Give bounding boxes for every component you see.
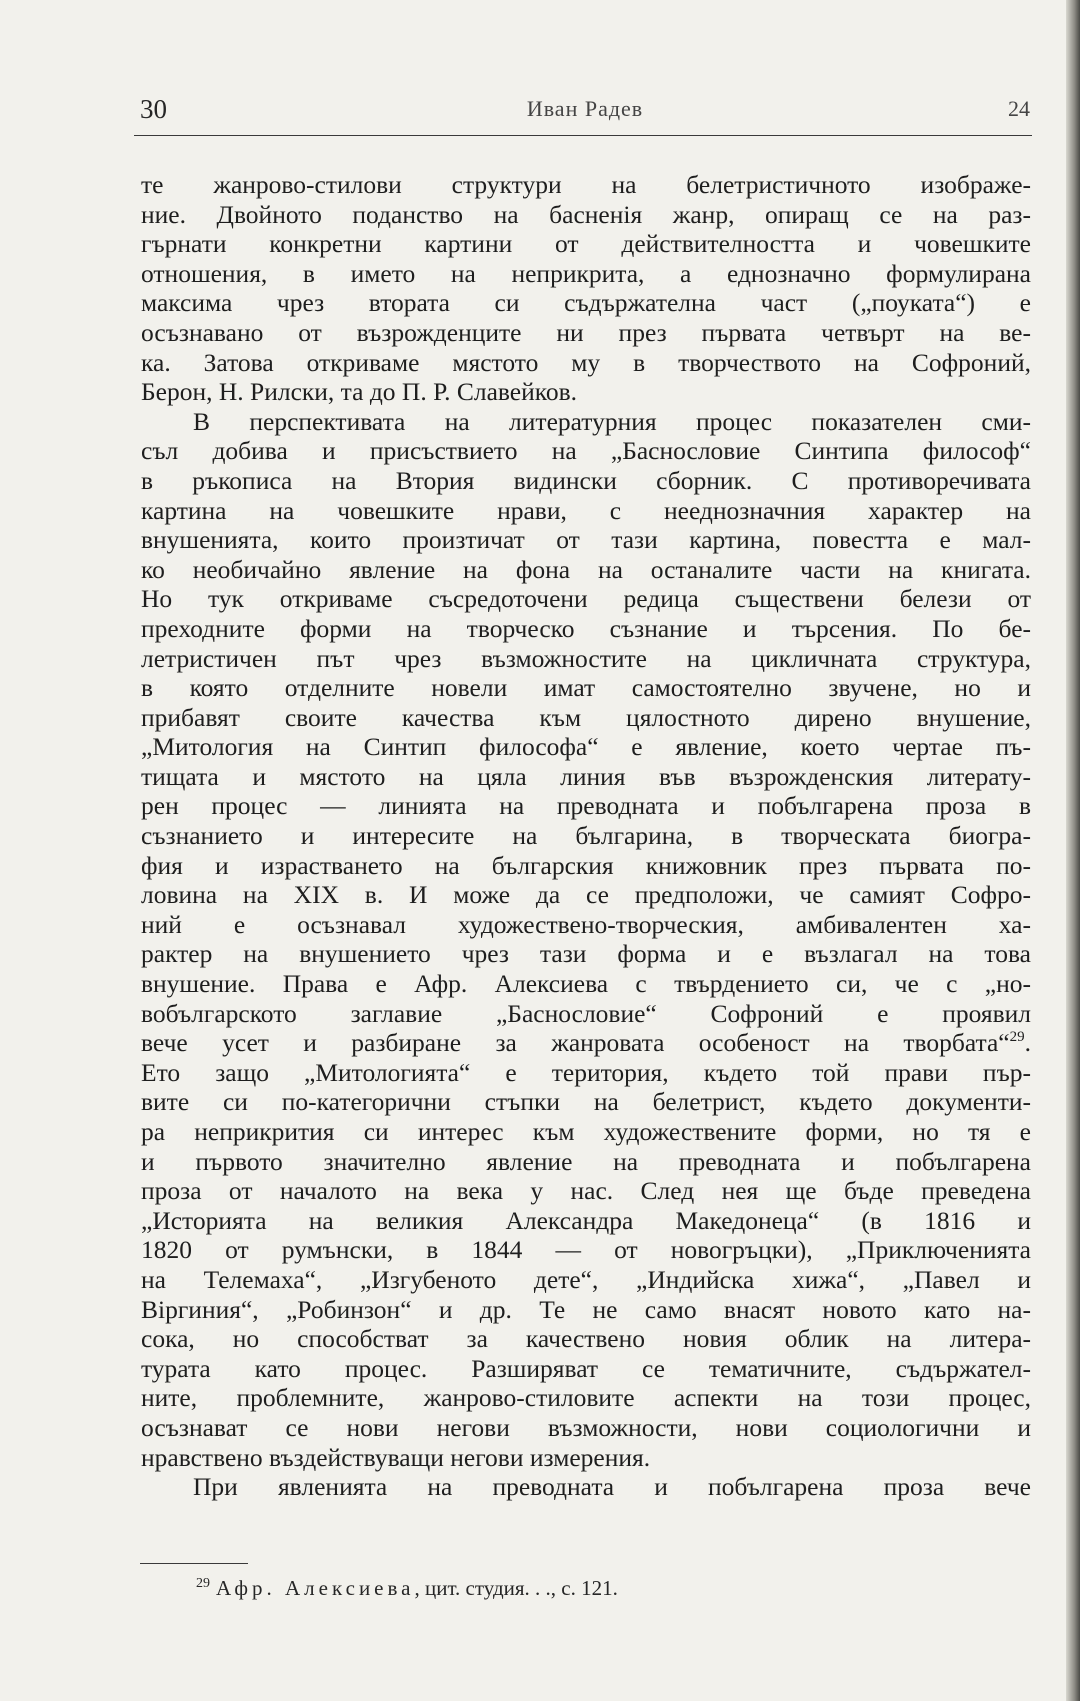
- running-header: [140, 88, 1030, 128]
- footnote-number: 29: [196, 1576, 210, 1591]
- line-text: вече усет и разбиране за жанровата особеност на творбата“: [141, 1028, 1010, 1058]
- text-line: в която отделните новели имат самостоятелно звучене, но и: [141, 673, 1031, 703]
- text-line: и първото значително явление на преводната и побългарена: [141, 1146, 1031, 1176]
- text-line: турата като процес. Разширяват се тематичните, съдържател-: [141, 1353, 1031, 1383]
- footnote-text: , цит. студия. . ., с. 121.: [414, 1576, 618, 1600]
- text-line: рен процес — линията на преводната и побългарена проза в: [141, 791, 1031, 821]
- paragraph-start-line: При явленията на преводната и побългарена проза вече: [193, 1472, 1031, 1502]
- text-line: фия и израстването на българския книжовник през първата по-: [141, 850, 1031, 880]
- paragraph-end-line: нравствено въздействуващи негови измерения.: [141, 1442, 651, 1472]
- footnote-author: Афр. Алексиева: [216, 1576, 415, 1600]
- text-line: прибавят своите качества към цялостното дирено внушение,: [141, 702, 1031, 732]
- text-line: в ръкописа на Втория видински сборник. С противоречивата: [141, 465, 1031, 495]
- text-line: осъзнават се нови негови възможности, нови социологични и: [141, 1412, 1031, 1442]
- text-line: ко необичайно явление на фона на останалите части на книгата.: [141, 554, 1031, 584]
- text-line: Ето защо „Митологията“ е територия, където той прави пър-: [141, 1057, 1031, 1087]
- text-line: съл добива и присъствието на „Баснословие Синтипа философ“: [141, 436, 1031, 466]
- text-line: сока, но способстват за качествено новия облик на литера-: [141, 1324, 1031, 1354]
- text-line: рактер на внушението чрез тази форма и е възлагал на това: [141, 939, 1031, 969]
- page-number: 30: [140, 94, 167, 124]
- text-line: Но тук откриваме съсредоточени редица съществени белези от: [141, 584, 1031, 614]
- page-edge-shadow: [1066, 0, 1080, 1701]
- text-line: летристичен път чрез възможностите на цикличната структура,: [141, 643, 1031, 673]
- text-line: максима чрез втората си съдържателна част („поуката“) е: [141, 288, 1031, 318]
- line-tail: .: [1024, 1028, 1031, 1058]
- header-rule: [134, 135, 1032, 136]
- text-line: ните, проблемните, жанрово-стиловите аспекти на този процес,: [141, 1383, 1031, 1413]
- paragraph-start-line: В перспективата на литературния процес показателен сми-: [193, 406, 1031, 436]
- footnote: [196, 1576, 618, 1601]
- text-line: ка. Затова откриваме мястото му в творчеството на Софроний,: [141, 347, 1031, 377]
- text-line: проза от началото на века у нас. След нея ще бъде преведена: [141, 1176, 1031, 1206]
- text-line: Віргиния“, „Робинзон“ и др. Те не само внасят новото като на-: [141, 1294, 1031, 1324]
- paragraph-end-line: Берон, Н. Рилски, та до П. Р. Славейков.: [141, 377, 578, 407]
- footnote-ref-marker[interactable]: 29: [1009, 1029, 1025, 1046]
- text-line: ний е осъзнавал художествено-творческия, амбивалентен ха-: [141, 909, 1031, 939]
- text-line: „Историята на великия Александра Македонеца“ (в 1816 и: [141, 1205, 1031, 1235]
- text-line: съзнанието и интересите на българина, в творческата биогра-: [141, 821, 1031, 851]
- text-line: ра неприкрития си интерес към художествените форми, но тя е: [141, 1117, 1031, 1146]
- text-line: вите си по-категорични стъпки на белетрист, където документи-: [141, 1087, 1031, 1117]
- text-line-with-footnote-ref: [141, 1028, 1031, 1058]
- text-line: отношения, в името на неприкрита, а еднозначно формулирана: [141, 258, 1031, 288]
- text-line: „Митология на Синтип философа“ е явление, което чертае пъ-: [141, 732, 1031, 762]
- text-line: вобългарското заглавие „Баснословие“ Софроний е проявил: [141, 998, 1031, 1028]
- text-line: те жанрово-стилови структури на белетристичното изображе-: [141, 170, 1031, 199]
- body-text: [141, 170, 1031, 1502]
- text-line: внушение. Права е Афр. Алексиева с твърдението си, че с „но-: [141, 969, 1031, 999]
- secondary-page-number: 24: [1008, 96, 1030, 121]
- running-title: Иван Радев: [526, 96, 644, 121]
- text-line: осъзнавано от възрожденците ни през първата четвърт на ве-: [141, 317, 1031, 347]
- text-line: преходните форми на творческо съзнание и търсения. По бе-: [141, 613, 1031, 643]
- text-line: ние. Двойното поданство на басненія жанр, опиращ се на раз-: [141, 199, 1031, 229]
- text-line: картина на човешките нрави, с нееднозначния характер на: [141, 495, 1031, 525]
- text-line: гърнати конкретни картини от действителността и човешките: [141, 229, 1031, 259]
- text-line: тищата и мястото на цяла линия във възрожденския литерату-: [141, 761, 1031, 791]
- text-line: внушенията, които произтичат от тази картина, повестта е мал-: [141, 525, 1031, 555]
- text-line: ловина на XIX в. И може да се предположи, че самият Софро-: [141, 880, 1031, 910]
- footnote-rule: [140, 1563, 248, 1564]
- text-line: 1820 от румънски, в 1844 — от новогръцки), „Приключенията: [141, 1235, 1031, 1265]
- text-line: на Телемаха“, „Изгубеното дете“, „Индийска хижа“, „Павел и: [141, 1264, 1031, 1294]
